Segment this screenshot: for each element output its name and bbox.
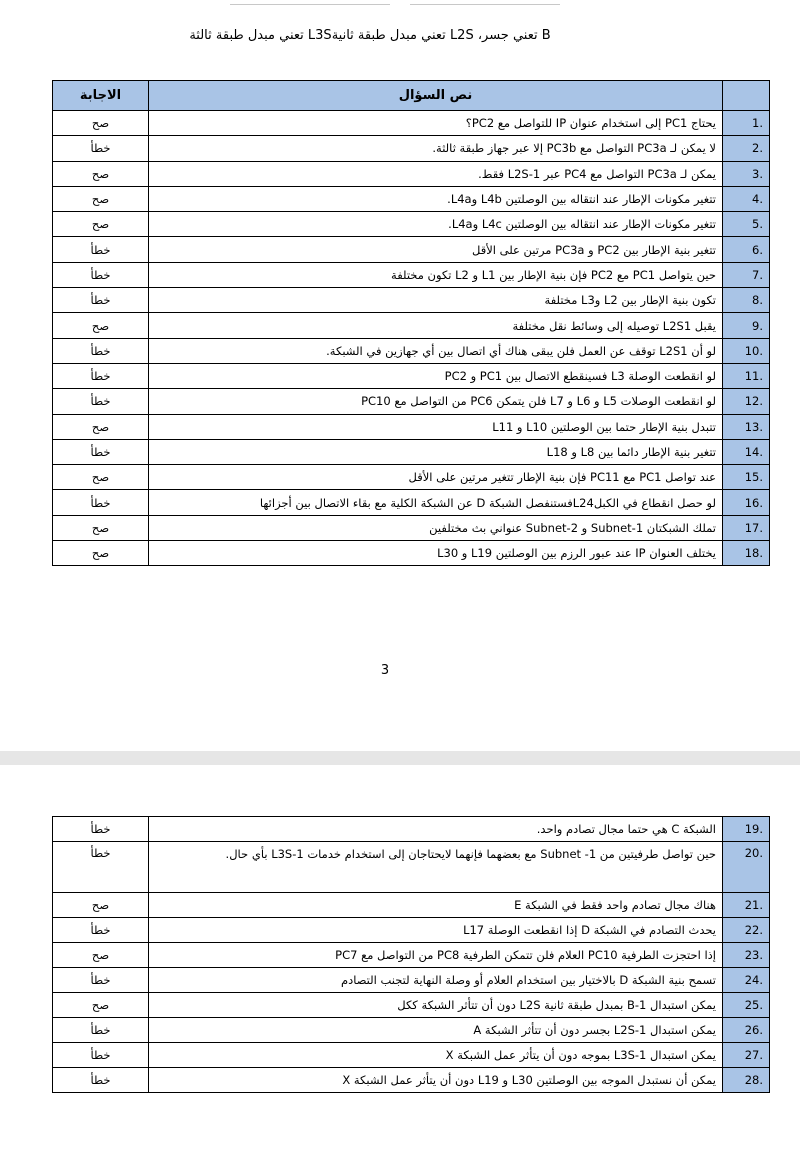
- question-text: تتبدل بنية الإطار حتما بين الوصلتين L10 و L11: [149, 414, 723, 439]
- question-number: .20: [723, 842, 770, 893]
- question-text: يمكن استبدال B-1 بمبدل طبقة ثانية L2S دون أن تتأثر الشبكة ككل: [149, 993, 723, 1018]
- number-column-header: [723, 81, 770, 111]
- question-number: .17: [723, 515, 770, 540]
- answer-cell: صح: [53, 893, 149, 918]
- question-number: .5: [723, 212, 770, 237]
- answer-cell: خطأ: [53, 338, 149, 363]
- question-text: عند تواصل PC1 مع PC11 فإن بنية الإطار تتغير مرتين على الأقل: [149, 465, 723, 490]
- table-row: [53, 313, 770, 338]
- table-row: [53, 363, 770, 388]
- table-row: [53, 893, 770, 918]
- question-number: .10: [723, 338, 770, 363]
- question-text: تملك الشبكتان Subnet-1 و Subnet-2 عنواني بث مختلفين: [149, 515, 723, 540]
- question-text: يختلف العنوان IP عند عبور الرزم بين الوصلتين L19 و L30: [149, 541, 723, 566]
- table-row: [53, 212, 770, 237]
- question-text: هناك مجال تصادم واحد فقط في الشبكة E: [149, 893, 723, 918]
- question-text: تتغير بنية الإطار دائما بين L8 و L18: [149, 439, 723, 464]
- question-text: يمكن أن نستبدل الموجه بين الوصلتين L30 و L19 دون أن يتأثر عمل الشبكة X: [149, 1068, 723, 1093]
- question-number: .13: [723, 414, 770, 439]
- question-text: يحتاج PC1 إلى استخدام عنوان IP للتواصل مع PC2؟: [149, 111, 723, 136]
- question-number: .27: [723, 1043, 770, 1068]
- table-row: [53, 842, 770, 893]
- answer-cell: صح: [53, 212, 149, 237]
- answer-cell: صح: [53, 993, 149, 1018]
- question-number: .7: [723, 262, 770, 287]
- question-number: .26: [723, 1018, 770, 1043]
- answer-cell: خطأ: [53, 1068, 149, 1093]
- question-text: يقبل L2S1 توصيله إلى وسائط نقل مختلفة: [149, 313, 723, 338]
- table-row: [53, 993, 770, 1018]
- question-number: .25: [723, 993, 770, 1018]
- answer-cell: خطأ: [53, 288, 149, 313]
- table-row: [53, 490, 770, 515]
- question-column-header: نص السؤال: [149, 81, 723, 111]
- table-row: [53, 161, 770, 186]
- question-text: تسمح بنية الشبكة D بالاختيار بين استخدام العلام أو وصلة النهاية لتجنب التصادم: [149, 968, 723, 993]
- answer-cell: خطأ: [53, 136, 149, 161]
- abbreviation-legend: B تعني جسر، L2S تعني مبدل طبقة ثانيةL3S تعني مبدل طبقة ثالثة: [189, 28, 551, 43]
- answer-cell: خطأ: [53, 817, 149, 842]
- question-number: .16: [723, 490, 770, 515]
- table-row: [53, 262, 770, 287]
- answer-cell: صح: [53, 161, 149, 186]
- table-row: [53, 943, 770, 968]
- answer-cell: خطأ: [53, 918, 149, 943]
- question-text: حين تواصل طرفيتين من Subnet -1 مع بعضهما فإنهما لايحتاجان إلى استخدام خدمات L3S-1 بأي حال.: [149, 842, 723, 893]
- table-row: [53, 541, 770, 566]
- question-number: .2: [723, 136, 770, 161]
- question-text: يمكن لـ PC3a التواصل مع PC4 عبر L2S-1 فقط.: [149, 161, 723, 186]
- table-row: [53, 918, 770, 943]
- table-row: [53, 136, 770, 161]
- table-row: [53, 338, 770, 363]
- table-row: [53, 288, 770, 313]
- answer-cell: خطأ: [53, 439, 149, 464]
- answer-cell: خطأ: [53, 389, 149, 414]
- question-number: .18: [723, 541, 770, 566]
- answer-cell: صح: [53, 313, 149, 338]
- table-row: [53, 968, 770, 993]
- table-row: [53, 414, 770, 439]
- answer-cell: خطأ: [53, 968, 149, 993]
- table-header-row: [53, 81, 770, 111]
- table-row: [53, 515, 770, 540]
- answer-cell: خطأ: [53, 842, 149, 893]
- answer-cell: صح: [53, 111, 149, 136]
- answer-column-header: الاجابة: [53, 81, 149, 111]
- answer-cell: صح: [53, 541, 149, 566]
- question-text: يحدث التصادم في الشبكة D إذا انقطعت الوصلة L17: [149, 918, 723, 943]
- question-text: لو حصل انقطاع في الكبلL24فستنفصل الشبكة D عن الشبكة الكلية مع بقاء الاتصال بين أجزائها: [149, 490, 723, 515]
- question-text: يمكن استبدال L3S-1 بموجه دون أن يتأثر عمل الشبكة X: [149, 1043, 723, 1068]
- question-number: .28: [723, 1068, 770, 1093]
- table-row: [53, 186, 770, 211]
- question-text: تتغير بنية الإطار بين PC2 و PC3a مرتين على الأقل: [149, 237, 723, 262]
- question-text: لو انقطعت الوصلات L5 و L6 و L7 فلن يتمكن PC6 من التواصل مع PC10: [149, 389, 723, 414]
- table-row: [53, 465, 770, 490]
- question-number: .6: [723, 237, 770, 262]
- answer-cell: صح: [53, 943, 149, 968]
- question-number: .3: [723, 161, 770, 186]
- question-text: لا يمكن لـ PC3a التواصل مع PC3b إلا عبر جهاز طبقة ثالثة.: [149, 136, 723, 161]
- question-number: .4: [723, 186, 770, 211]
- answer-cell: خطأ: [53, 363, 149, 388]
- question-number: .19: [723, 817, 770, 842]
- answer-cell: خطأ: [53, 262, 149, 287]
- table-row: [53, 1068, 770, 1093]
- question-text: يمكن استبدال L2S-1 بجسر دون أن تتأثر الشبكة A: [149, 1018, 723, 1043]
- question-number: .15: [723, 465, 770, 490]
- question-text: تكون بنية الإطار بين L2 وL3 مختلفة: [149, 288, 723, 313]
- questions-table-page-3: [52, 80, 770, 566]
- question-text: لو انقطعت الوصلة L3 فسينقطع الاتصال بين PC1 و PC2: [149, 363, 723, 388]
- question-number: .22: [723, 918, 770, 943]
- answer-cell: خطأ: [53, 1018, 149, 1043]
- question-text: الشبكة C هي حتما مجال تصادم واحد.: [149, 817, 723, 842]
- question-number: .12: [723, 389, 770, 414]
- question-number: .9: [723, 313, 770, 338]
- question-text: تتغير مكونات الإطار عند انتقاله بين الوصلتين L4c وL4a.: [149, 212, 723, 237]
- answer-cell: صح: [53, 515, 149, 540]
- question-number: .1: [723, 111, 770, 136]
- answer-cell: صح: [53, 186, 149, 211]
- question-number: .11: [723, 363, 770, 388]
- answer-cell: صح: [53, 465, 149, 490]
- question-number: .23: [723, 943, 770, 968]
- question-number: .21: [723, 893, 770, 918]
- table-row: [53, 439, 770, 464]
- table-row: [53, 1018, 770, 1043]
- question-number: .8: [723, 288, 770, 313]
- question-number: .24: [723, 968, 770, 993]
- questions-table-page-4: [52, 816, 770, 1093]
- answer-cell: خطأ: [53, 1043, 149, 1068]
- answer-cell: خطأ: [53, 490, 149, 515]
- table-row: [53, 237, 770, 262]
- previous-page-line: [230, 0, 560, 5]
- answer-cell: صح: [53, 414, 149, 439]
- question-text: تتغير مكونات الإطار عند انتقاله بين الوصلتين L4b وL4a.: [149, 186, 723, 211]
- question-number: .14: [723, 439, 770, 464]
- page-number: 3: [380, 663, 390, 678]
- question-text: إذا احتجزت الطرفية PC10 العلام فلن تتمكن الطرفية PC8 من التواصل مع PC7: [149, 943, 723, 968]
- table-row: [53, 1043, 770, 1068]
- table-row: [53, 389, 770, 414]
- page-separator: [0, 751, 800, 765]
- answer-cell: خطأ: [53, 237, 149, 262]
- table-row: [53, 817, 770, 842]
- question-text: لو أن L2S1 توقف عن العمل فلن يبقى هناك أي اتصال بين أي جهازين في الشبكة.: [149, 338, 723, 363]
- question-text: حين يتواصل PC1 مع PC2 فإن بنية الإطار بين L1 و L2 تكون مختلفة: [149, 262, 723, 287]
- table-row: [53, 111, 770, 136]
